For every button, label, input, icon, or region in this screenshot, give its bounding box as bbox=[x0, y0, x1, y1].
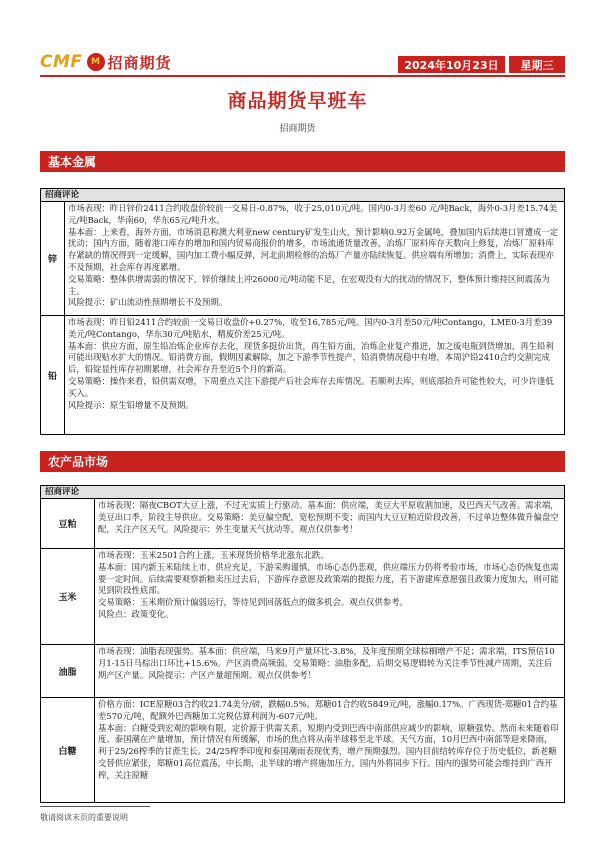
logo-latin-text: CMF bbox=[40, 52, 83, 72]
commentary-line: 基本面：白糖受到宏观的影响有限，定价源于供需关系，短期内受到巴西中南部供应减少的影响，原糖强势。然而未来随着印度、泰国潮在产量增加，预计情况有所缓解，市场的焦点将从南半球移至北半球。天气方面，10月巴西中南部等迎来降雨，利于25/26榨季的甘蔗生长。24/25榨季印度和泰国潮雨表现优秀，增产预期强烈。国内目前结转库存位于历史低位，新老糖交替供应紧张，郑糖01高位震荡，中长期，北半球的增产将施加压力，国内外将同步下行。国内的强势可能会维持到广西开榨，关注原糖 bbox=[98, 722, 559, 780]
row-label: 油脂 bbox=[41, 645, 95, 697]
commentary-line: 市场表现：昨日铅2411合约较前一交易日收盘价+0.27%，收至16,785元/吨。国内0-3月差50元/吨Contango，LME0-3月差39美元/吨Contango，华东30元/吨贴水，精废价差25元/吨。 bbox=[68, 317, 553, 339]
table-row-soymeal bbox=[41, 499, 564, 549]
report-weekday: 星期三 bbox=[509, 56, 565, 73]
row-commentary bbox=[95, 499, 564, 548]
footer-disclaimer: 敬请阅读末页的重要说明 bbox=[40, 813, 128, 822]
row-commentary bbox=[65, 202, 564, 315]
commentary-line: 交易策略：整体供增需弱的情况下，锌价继续上冲26000元/吨动能不足，在宏观没有大的扰动的情况下，整体预计维持区间震荡为主。 bbox=[68, 273, 550, 296]
commentary-line: 风险点：政策变化。 bbox=[98, 608, 174, 619]
row-label: 铅 bbox=[41, 316, 65, 434]
logo-chinese-text: 招商期货 bbox=[107, 53, 172, 72]
report-date: 2024年10月23日 bbox=[398, 56, 505, 73]
section-title-base-metals: 基本金属 bbox=[40, 151, 565, 172]
commentary-line: 风险提示：原生铅增量不及预期。 bbox=[68, 399, 194, 410]
table-row-zinc bbox=[41, 202, 564, 316]
row-commentary bbox=[65, 316, 564, 434]
row-label: 锌 bbox=[41, 202, 65, 315]
logo-badge-icon: M bbox=[87, 53, 105, 71]
footer-divider bbox=[40, 806, 150, 807]
commentary-line: 市场表现：油脂表现强势。基本面：供应端，马来9月产量环比-3.8%，及年度预期全球棕榈增产不足；需求端，ITS预估10月1-15日马棕出口环比+15.6%。产区消费高频弱。交易策略：油脂多配，后期交易逻辑转为关注季节性减产周期，关注后期产区产量。风险提示：产区产量超预期。观点仅供参考！ bbox=[98, 646, 555, 680]
row-label: 白糖 bbox=[41, 698, 95, 802]
table-header: 招商评论 bbox=[41, 189, 564, 202]
table-row-corn bbox=[41, 549, 564, 645]
page-title: 商品期货早班车 bbox=[227, 90, 368, 112]
table-header: 招商评论 bbox=[41, 486, 564, 499]
commentary-line: 基本面：上来看，海外方面，市场消息称澳大利亚new century矿发生山火，预计影响0.92万金属吨，叠加国内后续港口冒遭成一定扰动；国内方面，随着港口库存的增加和国内贸易商报价的增多，市场流通货量改善，冶炼厂原料库存天数向上修复，冶炼厂原料库存紧缺的情况得到一定缓解，国内加工费小幅反弹，河北前期检修的冶炼厂产量亦陆续恢复。供应端有所增加；消费上，实际表现亦不及预期，社会库存再度累增。 bbox=[68, 226, 559, 272]
row-commentary bbox=[95, 645, 564, 697]
commentary-line: 基本面：国内新玉米陆续上市，供应充足，下游采购谨慎，市场心态仍悲观，供应端压力仍将考验市场，市场心态仍恢复也需要一定时间。后续需要观察新粮卖压过去后，下游库存意愿及政策端的提振力度，若下游建库意愿强且政策力度加大，则可能见到阶段性底部。 bbox=[98, 561, 559, 596]
row-commentary bbox=[95, 698, 564, 802]
row-commentary bbox=[95, 549, 564, 644]
commentary-line: 风险提示：矿山流动性预期增长不及预期。 bbox=[68, 297, 228, 308]
row-label: 豆粕 bbox=[41, 499, 95, 548]
table-row-sugar bbox=[41, 698, 564, 802]
commentary-line: 交易策略：玉米期价预计偏弱运行，等待见到回落低点的做多机会。观点仅供参考。 bbox=[98, 597, 408, 608]
report-author: 招商期货 bbox=[279, 124, 316, 134]
header-divider bbox=[40, 75, 565, 77]
table-row-lead bbox=[41, 316, 564, 434]
commentary-line: 市场表现：隔夜CBOT大豆上涨，不过无实质上行驱动。基本面：供应端，美豆大平原收割加速，及巴西天气改善。需求端，美豆出口季，阶段主导供应。交易策略：美豆偏空配，宽松预期不变；而国内大豆豆粕近阶段改善，不过单边整体做升偏盘空配，关注产区天气。风险提示：外生变量天气扰动等。观点仅供参考！ bbox=[98, 500, 559, 534]
base-metals-table bbox=[40, 188, 565, 435]
agricultural-table bbox=[40, 485, 565, 803]
company-logo bbox=[40, 51, 172, 73]
table-row-oils bbox=[41, 645, 564, 698]
commentary-line: 市场表现：玉米2501合约上涨，玉米现货价格华北涨东北跌。 bbox=[98, 550, 329, 560]
commentary-line: 基本面：供应方面，原生铅冶炼企业库存去化，现货多挺价出货，再生铅方面，冶炼企业复产推进，加之废电瓶到货增加，再生铅利可能出现贴水扩大的情况。铅消费方面，假期因素解除，加之下游季节性提产，铅消费情况稳中有增，本周沪铅2410合约交割完成后，铅锭显性库存初期累增，社会库存升至近5个月的新高。 bbox=[68, 340, 554, 375]
commentary-line: 市场表现：昨日锌价2411合约收盘价较前一交易日-0.87%，收于25,010元/吨。国内0-3月差60 元/吨Back，海外0-3月差15.74美元/吨Back，华南60，华东65元/吨升水。 bbox=[68, 203, 558, 225]
commentary-line: 价格方面：ICE原糖03合约收21.74美分/磅，跌幅0.5%。郑糖01合约收5849元/吨，涨幅0.17%。广西现货-郑糖01合约基差570元/吨，配额外巴西糖加工完税估算利润为-607元/吨。 bbox=[98, 699, 558, 721]
row-label: 玉米 bbox=[41, 549, 95, 644]
section-title-agricultural: 农产品市场 bbox=[40, 451, 565, 472]
commentary-line: 交易策略：操作来看，铅供需双增，下周重点关注下游提产后社会库存去库情况。若顺利去库，则底部抬升可能性较大，可少许逢低买入。 bbox=[68, 375, 554, 398]
